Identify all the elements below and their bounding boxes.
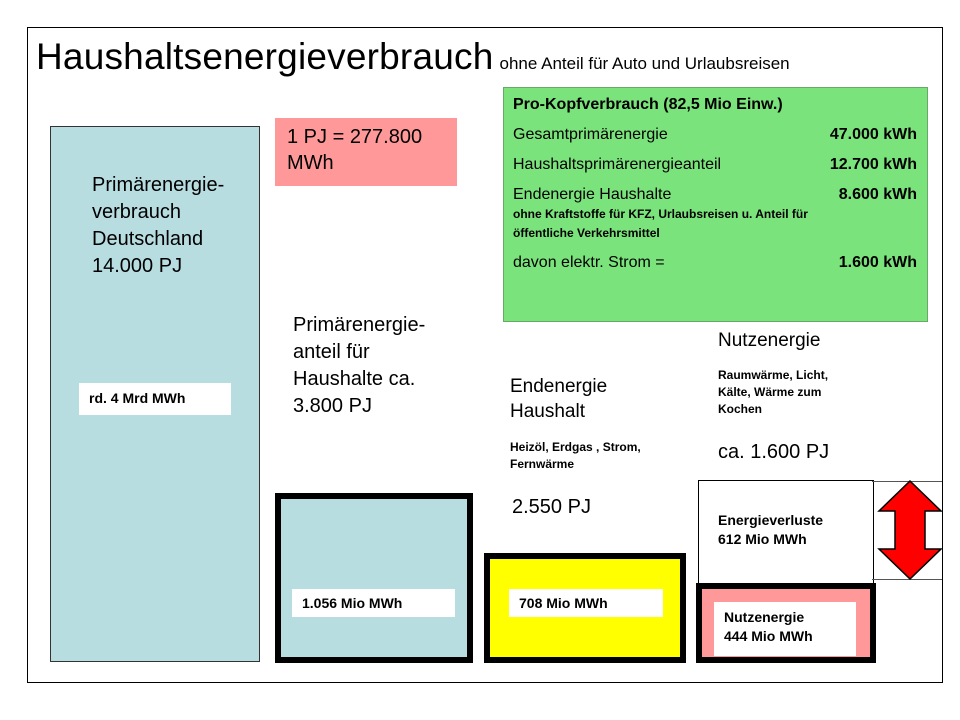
per-capita-row-value: 8.600 kWh <box>838 186 917 203</box>
double-arrow-icon <box>876 480 942 580</box>
final-energy-tag: 708 Mio MWh <box>509 589 663 617</box>
title-block <box>36 36 790 78</box>
conversion-box: 1 PJ = 277.800 MWh <box>275 118 457 186</box>
household-label-line: Primärenergie- <box>293 314 426 336</box>
diagram-title: Haushaltsenergieverbrauch <box>36 36 494 77</box>
useful-energy-value: ca. 1.600 PJ <box>718 441 830 463</box>
per-capita-row <box>513 125 917 145</box>
final-energy-sublabel <box>510 439 641 473</box>
double-arrow-shape <box>879 481 941 579</box>
diagram-subtitle: ohne Anteil für Auto und Urlaubsreisen <box>499 54 790 73</box>
final-label-line: Endenergie <box>510 376 608 397</box>
primary-label-line: Primärenergie- <box>92 174 225 196</box>
useful-sub-line: Raumwärme, Licht, <box>718 368 829 382</box>
per-capita-row-value: 47.000 kWh <box>829 126 917 143</box>
per-capita-note: öffentliche Verkehrsmittel <box>513 226 660 240</box>
per-capita-row-value: 12.700 kWh <box>829 156 917 173</box>
useful-tag-line: 444 Mio MWh <box>724 628 813 644</box>
per-capita-electric-label: davon elektr. Strom = <box>513 254 665 271</box>
per-capita-row <box>513 155 917 175</box>
useful-sub-line: Kälte, Wärme zum <box>718 385 822 399</box>
primary-label-line: Deutschland <box>92 228 204 250</box>
per-capita-electric-value: 1.600 kWh <box>838 254 917 271</box>
loss-label-line: 612 Mio MWh <box>718 531 807 547</box>
primary-label-line: verbrauch <box>92 201 181 223</box>
per-capita-row <box>513 185 917 205</box>
useful-tag-line: Nutzenergie <box>724 609 805 625</box>
final-label-line: Haushalt <box>510 401 585 422</box>
final-sub-line: Fernwärme <box>510 457 575 471</box>
household-primary-bar <box>275 493 473 663</box>
primary-label-line: 14.000 PJ <box>92 255 183 277</box>
useful-sub-line: Kochen <box>718 402 763 416</box>
useful-energy-tag <box>714 602 856 656</box>
per-capita-box <box>503 87 928 322</box>
household-label-line: Haushalte ca. <box>293 368 416 390</box>
household-primary-tag: 1.056 Mio MWh <box>292 589 455 617</box>
useful-energy-sublabel <box>718 367 828 418</box>
per-capita-row-label: Gesamtprimärenergie <box>513 126 668 143</box>
per-capita-header: Pro-Kopfverbrauch (82,5 Mio Einw.) <box>513 96 783 113</box>
useful-energy-label: Nutzenergie <box>718 330 821 351</box>
primary-energy-tag: rd. 4 Mrd MWh <box>79 383 231 415</box>
household-primary-label <box>293 312 425 420</box>
per-capita-row-label: Haushaltsprimärenergieanteil <box>513 156 722 173</box>
energy-loss-label <box>718 511 823 549</box>
final-sub-line: Heizöl, Erdgas , Strom, <box>510 440 641 454</box>
household-label-line: anteil für <box>293 341 370 363</box>
per-capita-electric-row <box>513 253 917 273</box>
primary-energy-label <box>92 172 224 280</box>
household-label-line: 3.800 PJ <box>293 395 372 417</box>
per-capita-note: ohne Kraftstoffe für KFZ, Urlaubsreisen u. Anteil für <box>513 207 808 221</box>
final-energy-value: 2.550 PJ <box>512 496 591 518</box>
loss-label-line: Energieverluste <box>718 512 824 528</box>
final-energy-label <box>510 374 607 424</box>
per-capita-row-label: Endenergie Haushalte <box>513 186 672 203</box>
